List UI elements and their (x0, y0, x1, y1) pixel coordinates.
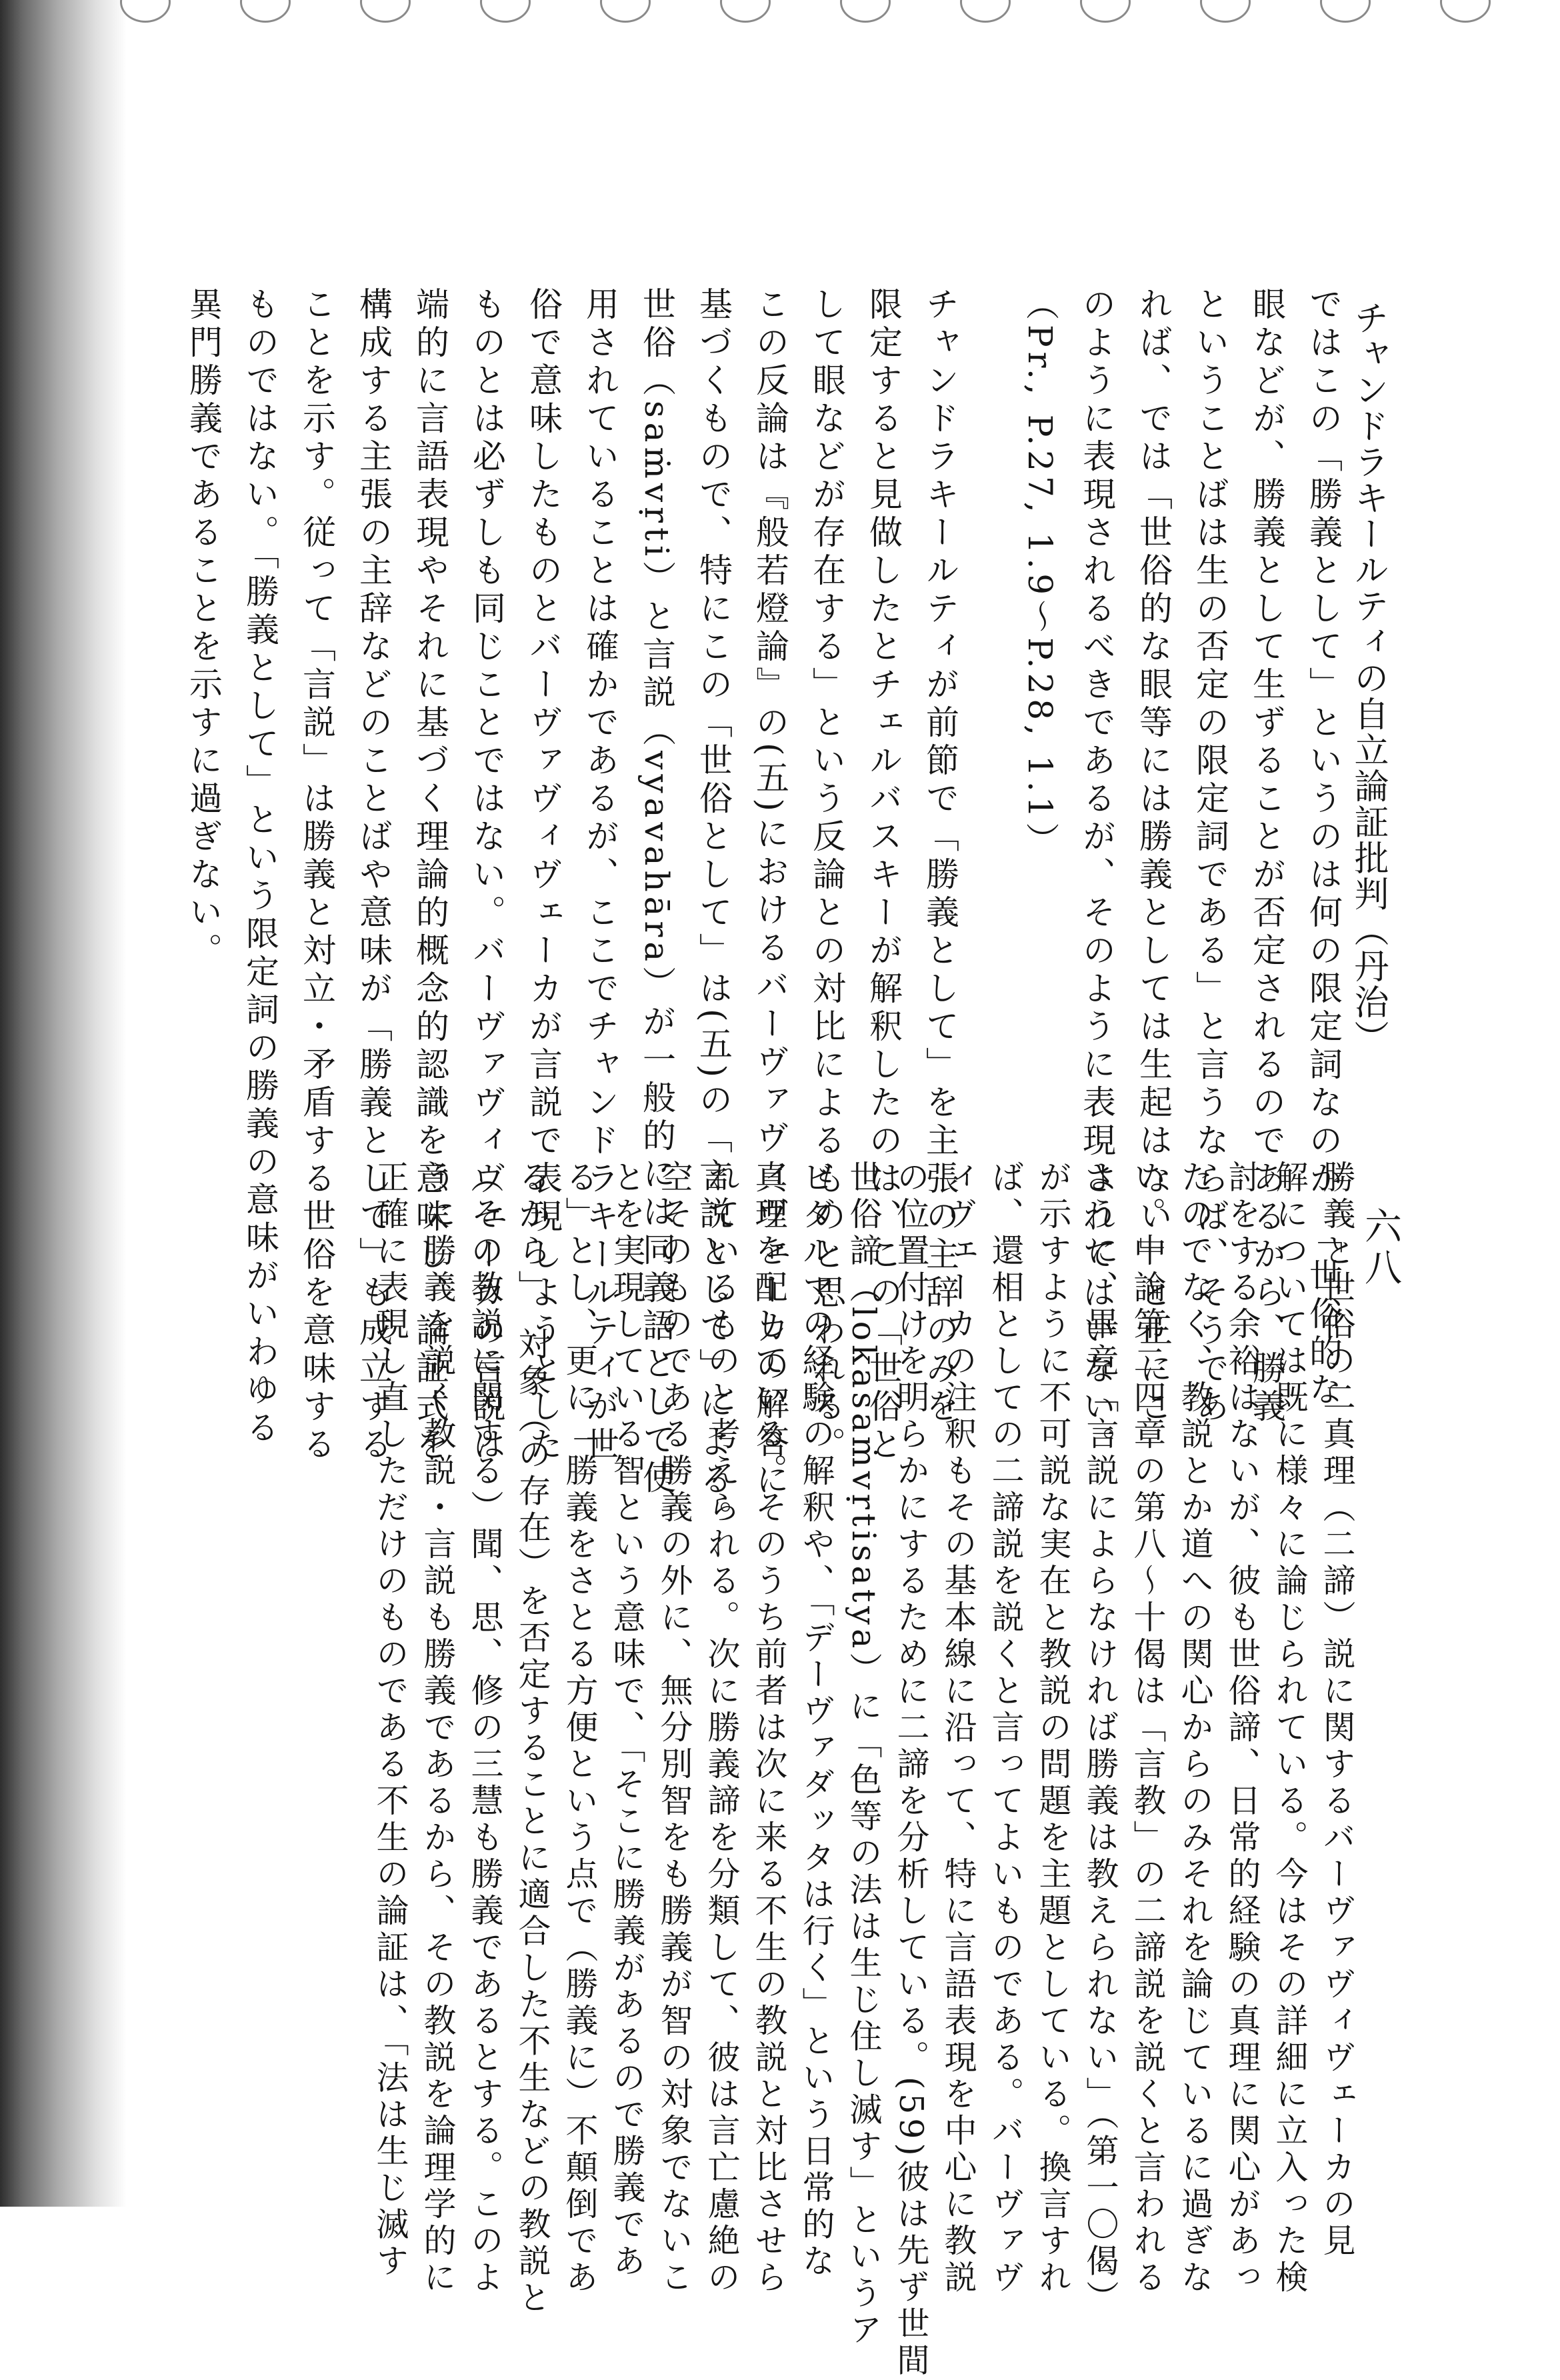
text-line: の位置付けを明らかにするために二諦を分析している。(59)彼は先ず世間 (892, 1160, 930, 2380)
text-line: 空そのものである勝義の外に、無分別智をも勝義が智の対象でないこ (655, 1160, 693, 2297)
punch-hole (1320, 0, 1371, 23)
text-line: ものではない。「勝義として」という限定詞の勝義の意味がいわゆる (241, 287, 279, 1448)
punch-hole (960, 0, 1011, 23)
punch-hole (840, 0, 891, 23)
upper-text-block (184, 287, 1343, 1539)
text-line: ものとは必ずしも同じことではない。バーヴァヴィヴェーカの言説は (467, 287, 506, 1465)
running-title: チャンドラキールティの自立論証批判（丹治） (1348, 300, 1388, 1056)
text-line: が示すように不可説な実在と教説の問題を主題としている。換言すれ (1034, 1160, 1072, 2297)
text-line: 勝義と世俗の二真理（二諦）説に関するバーヴァヴィヴェーカの見 (1318, 1160, 1356, 2260)
text-line: 基づくもので、特にこの「世俗として」は(五)の「言説として」による。 (694, 287, 733, 1539)
punch-hole (720, 0, 771, 23)
punch-hole (1080, 0, 1131, 23)
text-line: ということばは生の否定の限定詞である」と言うならば、そうであ (1191, 287, 1229, 1427)
text-line: のように表現されるべきであるが、そのように表現されてはいない。 (1077, 287, 1116, 1465)
text-line: （その教説に関する）聞、思、修の三慧も勝義であるとする。このよ (466, 1160, 504, 2297)
text-line: 世俗諦（lokasaṁvṛtisatya）に「色等の法は生じ住し滅す」というア (845, 1160, 883, 2349)
text-line: 端的に言語表現やそれに基づく理論的概念的認識を意味し、論証式を (411, 287, 449, 1465)
text-line: たのでなく、教説とか道への関心からのみそれを論じているに過ぎな (1176, 1160, 1214, 2297)
citation-line: （Pr., P.27, 1.9〜P.28, 1.1） (1021, 287, 1059, 861)
punch-hole (120, 0, 171, 23)
text-line: チャンドラキールティが前節で「勝義として」を主張の主辞のみを (921, 287, 959, 1427)
text-line: ィヴェーカの注釈もその基本線に沿って、特に言語表現を中心に教説 (939, 1160, 977, 2297)
text-line: るから」、対象（の存在）を否定することに適合した不生などの教説と (513, 1160, 551, 2317)
text-line: 討をする余裕はないが、彼も世俗諦、日常的経験の真理に関心があっ (1223, 1160, 1261, 2297)
text-line: 構成する主張の主辞などのことばや意味が「勝義として」も成立する (354, 287, 393, 1465)
text-line: れているものと考えられる。次に勝義諦を分類して、彼は言亡慮絶の (703, 1160, 741, 2297)
text-line: ではこの「勝義として」というのは何の限定詞なのか。「世俗的な (1304, 287, 1343, 1410)
text-line: 解については既に様々に論じられている。今はその詳細に立入った検 (1271, 1160, 1309, 2297)
punch-hole (240, 0, 291, 23)
punch-hole (600, 0, 651, 23)
text-line: 真理を配している。そのうち前者は次に来る不生の教説と対比させら (750, 1160, 788, 2297)
text-line: うに勝義を説く教説・言説も勝義であるから、その教説を論理学的に (419, 1160, 457, 2297)
binding-shadow (0, 0, 127, 2207)
text-line: 世俗（saṁvṛti）と言説（vyavahāra）が一般的には同義語として使 (637, 287, 676, 1499)
text-line: 異門勝義であることを示すに過ぎない。 (184, 287, 223, 971)
punch-hole (360, 0, 411, 23)
punch-holes (120, 0, 1560, 33)
text-line: 正確に表現し直しただけのものである不生の論証は、「法は生じ滅す (371, 1160, 409, 2281)
text-line: して眼などが存在する」という反論との対比によるものと思われる。 (807, 287, 846, 1465)
text-line: ことを示す。従って「言説」は勝義と対立・矛盾する世俗を意味する (297, 287, 336, 1465)
lower-text-block (371, 1160, 1356, 2380)
punch-hole (480, 0, 531, 23)
punch-hole (1200, 0, 1251, 23)
text-line: ビダルマの経験の解釈や、「デーヴァダッタは行く」という日常的な (797, 1160, 835, 2281)
text-line: ば、還相としての二諦説を説くと言ってよいものである。バーヴァヴ (987, 1160, 1025, 2297)
page-number: 六八 (1359, 1207, 1402, 1289)
text-line: れば、では「世俗的な眼等には勝義としては生起はない」と正にこ (1134, 287, 1173, 1427)
text-line: 眼などが、勝義として生ずることが否定されるのであるから、勝義 (1247, 287, 1286, 1427)
text-line: 用されていることは確かであるが、ここでチャンドラキールティが世 (581, 287, 619, 1465)
text-line: とを実現している智という意味で、「そこに勝義があるので勝義であ (608, 1160, 646, 2281)
punch-hole (1440, 0, 1491, 23)
text-line: る」とし、更に「勝義をさとる方便という点で（勝義に）不顛倒であ (561, 1160, 599, 2297)
text-line: この反論は『般若燈論』の(五)におけるバーヴァヴィヴェーカの解答に (751, 287, 789, 1501)
blank-line (980, 287, 1000, 1153)
text-line: い。中論第二四章の第八〜十偈は「言教」の二諦説を説くと言われる (1129, 1160, 1167, 2297)
text-line: 俗で意味したものとバーヴァヴィヴェーカが言説で表現しようとした (524, 287, 563, 1465)
text-line: 限定すると見做したとチェルバスキーが解釈したのは、この「世俗と (864, 287, 903, 1465)
text-line: ように、畢竟「言説によらなければ勝義は教えられない」（第一〇偈） (1081, 1160, 1119, 2317)
